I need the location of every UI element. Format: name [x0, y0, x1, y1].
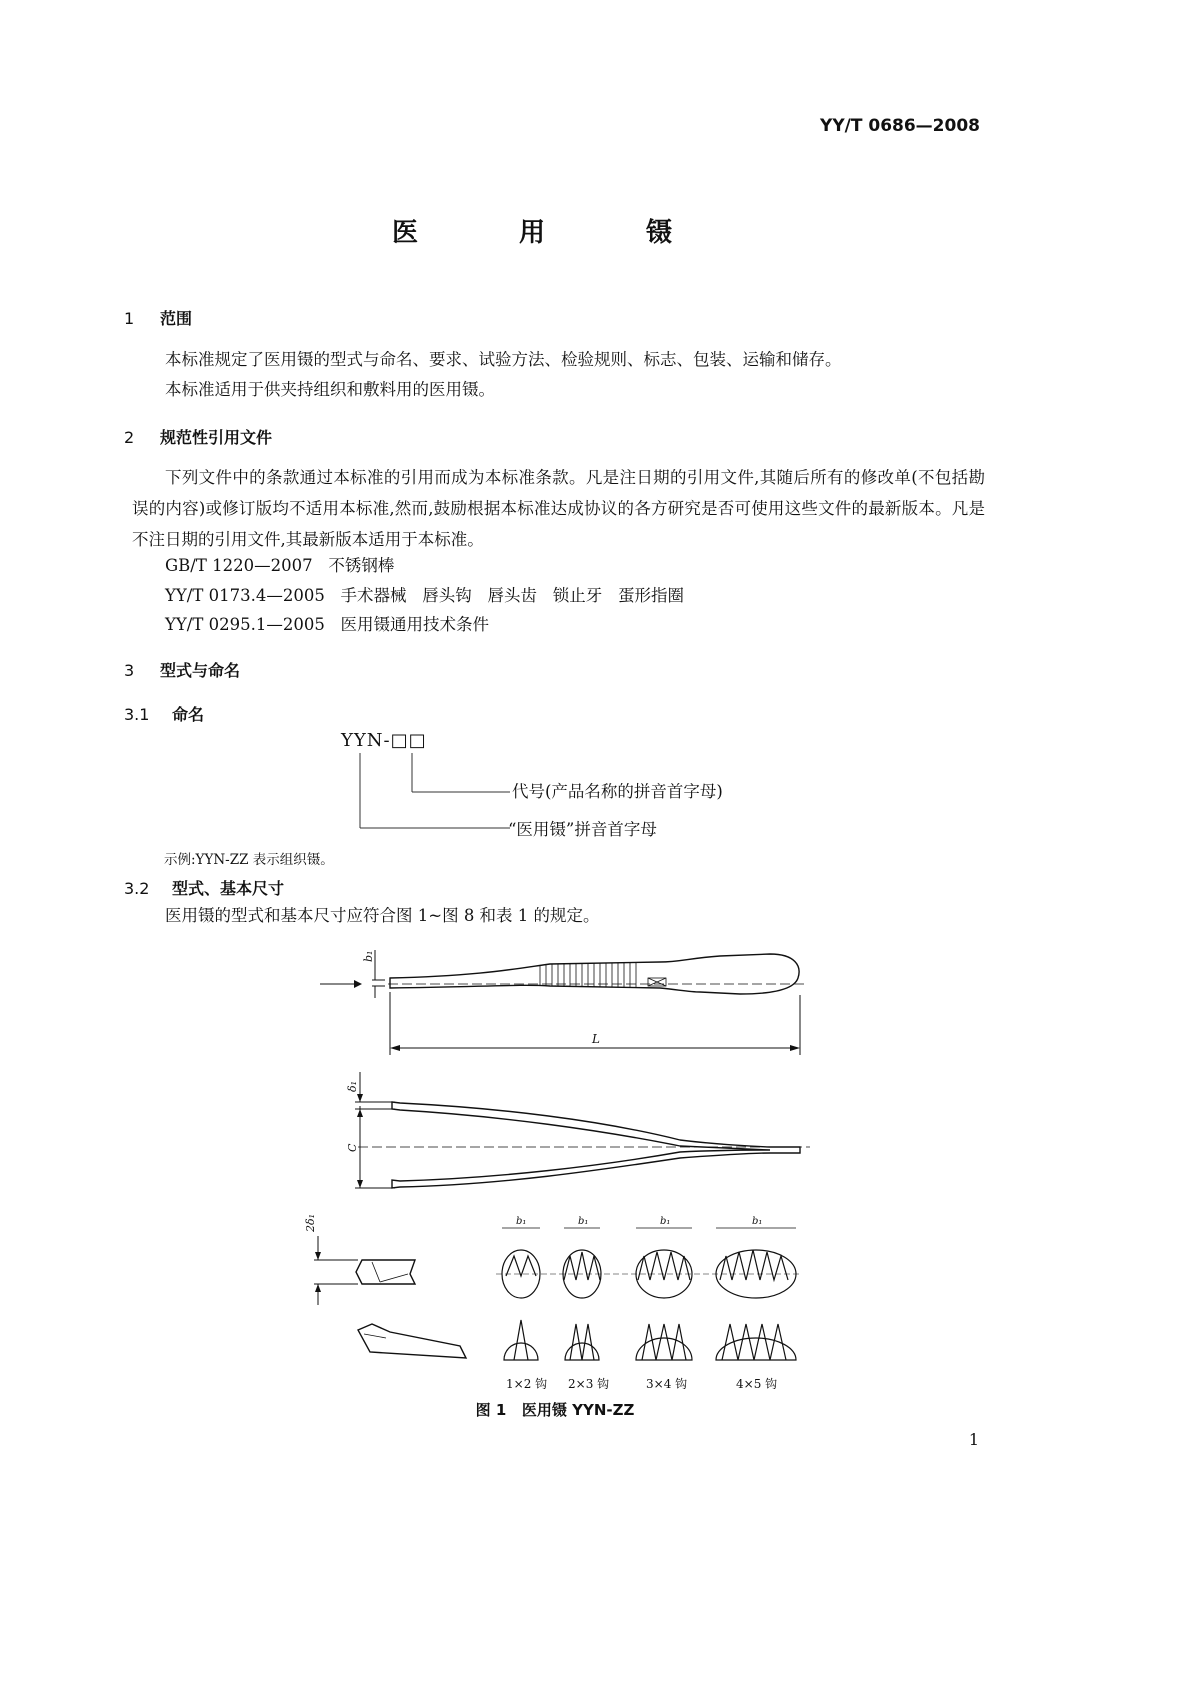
- section-3-2-heading: 3.2 型式、基本尺寸: [124, 879, 285, 898]
- reference-item: YY/T 0295.1—2005 医用镊通用技术条件: [165, 615, 490, 634]
- teeth-label-4x5: 4×5 钩: [736, 1377, 778, 1391]
- page-number: 1: [968, 1430, 979, 1449]
- dim-b1-side: b₁: [362, 950, 375, 962]
- naming-code: YYN-□□: [341, 730, 427, 751]
- dim-b1: b₁: [516, 1216, 527, 1227]
- figure-caption: 图 1 医用镊 YYN-ZZ: [475, 1401, 635, 1419]
- teeth-label-3x4: 3×4 钩: [646, 1377, 688, 1391]
- reference-item: GB/T 1220—2007 不锈钢棒: [165, 556, 395, 575]
- section-2-heading: 2 规范性引用文件: [124, 428, 273, 447]
- page-title: 医 用 镊: [391, 218, 719, 248]
- dim-C: C: [346, 1143, 359, 1152]
- dim-b1: b₁: [660, 1216, 671, 1227]
- dim-b1: b₁: [578, 1216, 589, 1227]
- section-3-heading: 3 型式与命名: [124, 661, 241, 680]
- naming-label-name: “医用镊”拼音首字母: [508, 820, 657, 839]
- section-1-paragraph-2: 本标准适用于供夹持组织和敷料用的医用镊。: [165, 380, 495, 399]
- reference-item: YY/T 0173.4—2005 手术器械 唇头钩 唇头齿 锁止牙 蛋形指圈: [165, 586, 684, 605]
- naming-example: 示例:YYN-ZZ 表示组织镊。: [164, 852, 334, 868]
- naming-label-code: 代号(产品名称的拼音首字母): [512, 782, 723, 801]
- figure-1-drawing: [300, 940, 830, 1410]
- teeth-label-2x3: 2×3 钩: [568, 1377, 610, 1391]
- dim-2delta1: 2δ₁: [304, 1213, 317, 1232]
- section-1-paragraph-1: 本标准规定了医用镊的型式与命名、要求、试验方法、检验规则、标志、包装、运输和储存。: [165, 350, 842, 369]
- section-3-1-heading: 3.1 命名: [124, 705, 205, 724]
- dim-b1: b₁: [752, 1216, 763, 1227]
- section-3-2-paragraph: 医用镊的型式和基本尺寸应符合图 1~图 8 和表 1 的规定。: [165, 906, 600, 925]
- section-2-paragraph: 下列文件中的条款通过本标准的引用而成为本标准条款。凡是注日期的引用文件,其随后所有的修改单(不包括勘误的内容)或修订版均不适用本标准,然而,鼓励根据本标准达成协议的各方研究是否可使用这些文件的最新版本。凡是不注日期的引用文件,其最新版本适用于本标准。: [132, 468, 985, 549]
- standard-number: YY/T 0686—2008: [820, 116, 980, 136]
- teeth-label-1x2: 1×2 钩: [506, 1377, 548, 1391]
- dim-delta1: δ₁: [346, 1080, 359, 1092]
- dim-L: L: [592, 1032, 600, 1046]
- section-1-heading: 1 范围: [124, 309, 193, 328]
